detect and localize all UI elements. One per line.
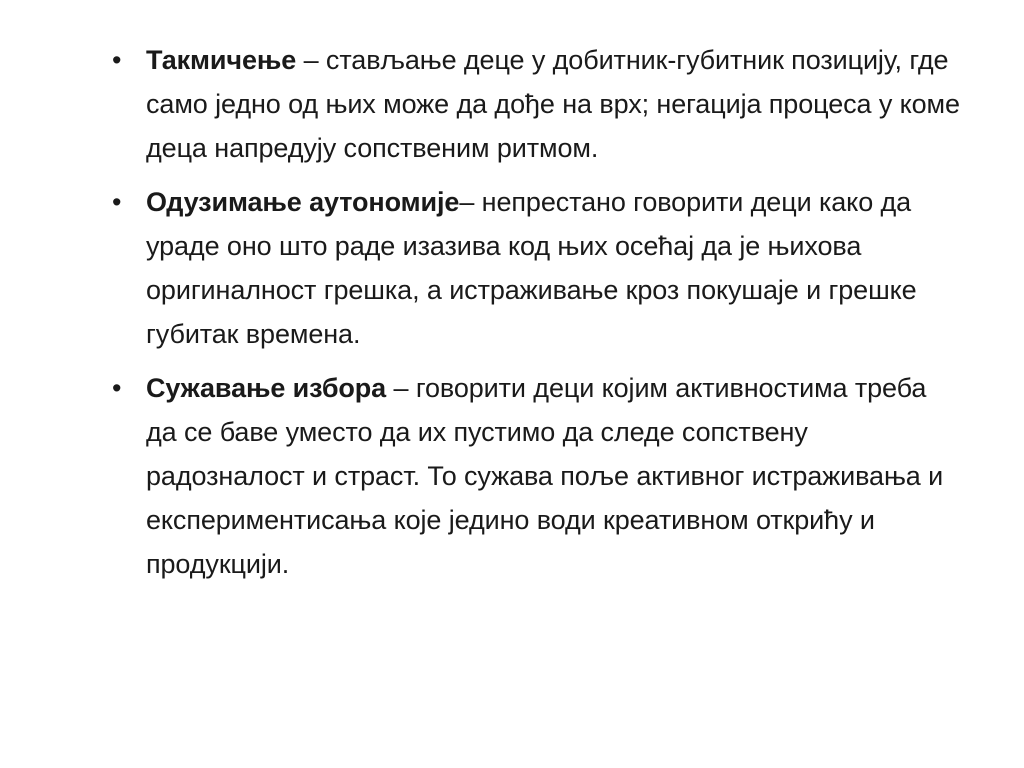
bullet-item-autonomy <box>112 180 962 356</box>
bullet-item-competition <box>112 38 962 170</box>
bullet-term: Сужавање избора <box>146 373 387 403</box>
bullet-term: Такмичење <box>146 45 297 75</box>
bullet-text: – говорити деци којим активностима треба да се баве уместо да их пустимо да следе сопствену радозналост и страст. То сужава поље активног истраживања и експериментисања које једино води креативном открићу и продукцији. <box>146 373 944 579</box>
bullet-dot-icon: • <box>112 373 122 403</box>
bullet-list <box>112 38 962 596</box>
bullet-dot-icon: • <box>112 187 122 217</box>
bullet-term: Одузимање аутономије <box>146 187 460 217</box>
bullet-item-choice <box>112 366 962 586</box>
bullet-text: – стављање деце у добитник-губитник позицију, где само једно од њих може да дође на врх; негација процеса у коме деца напредују сопственим ритмом. <box>146 45 960 163</box>
bullet-text: – непрестано говорити деци како да ураде оно што раде изазива код њих осећај да је њихова оригиналност грешка, а истраживање кроз покушаје и грешке губитак времена. <box>146 187 917 349</box>
bullet-dot-icon: • <box>112 45 122 75</box>
